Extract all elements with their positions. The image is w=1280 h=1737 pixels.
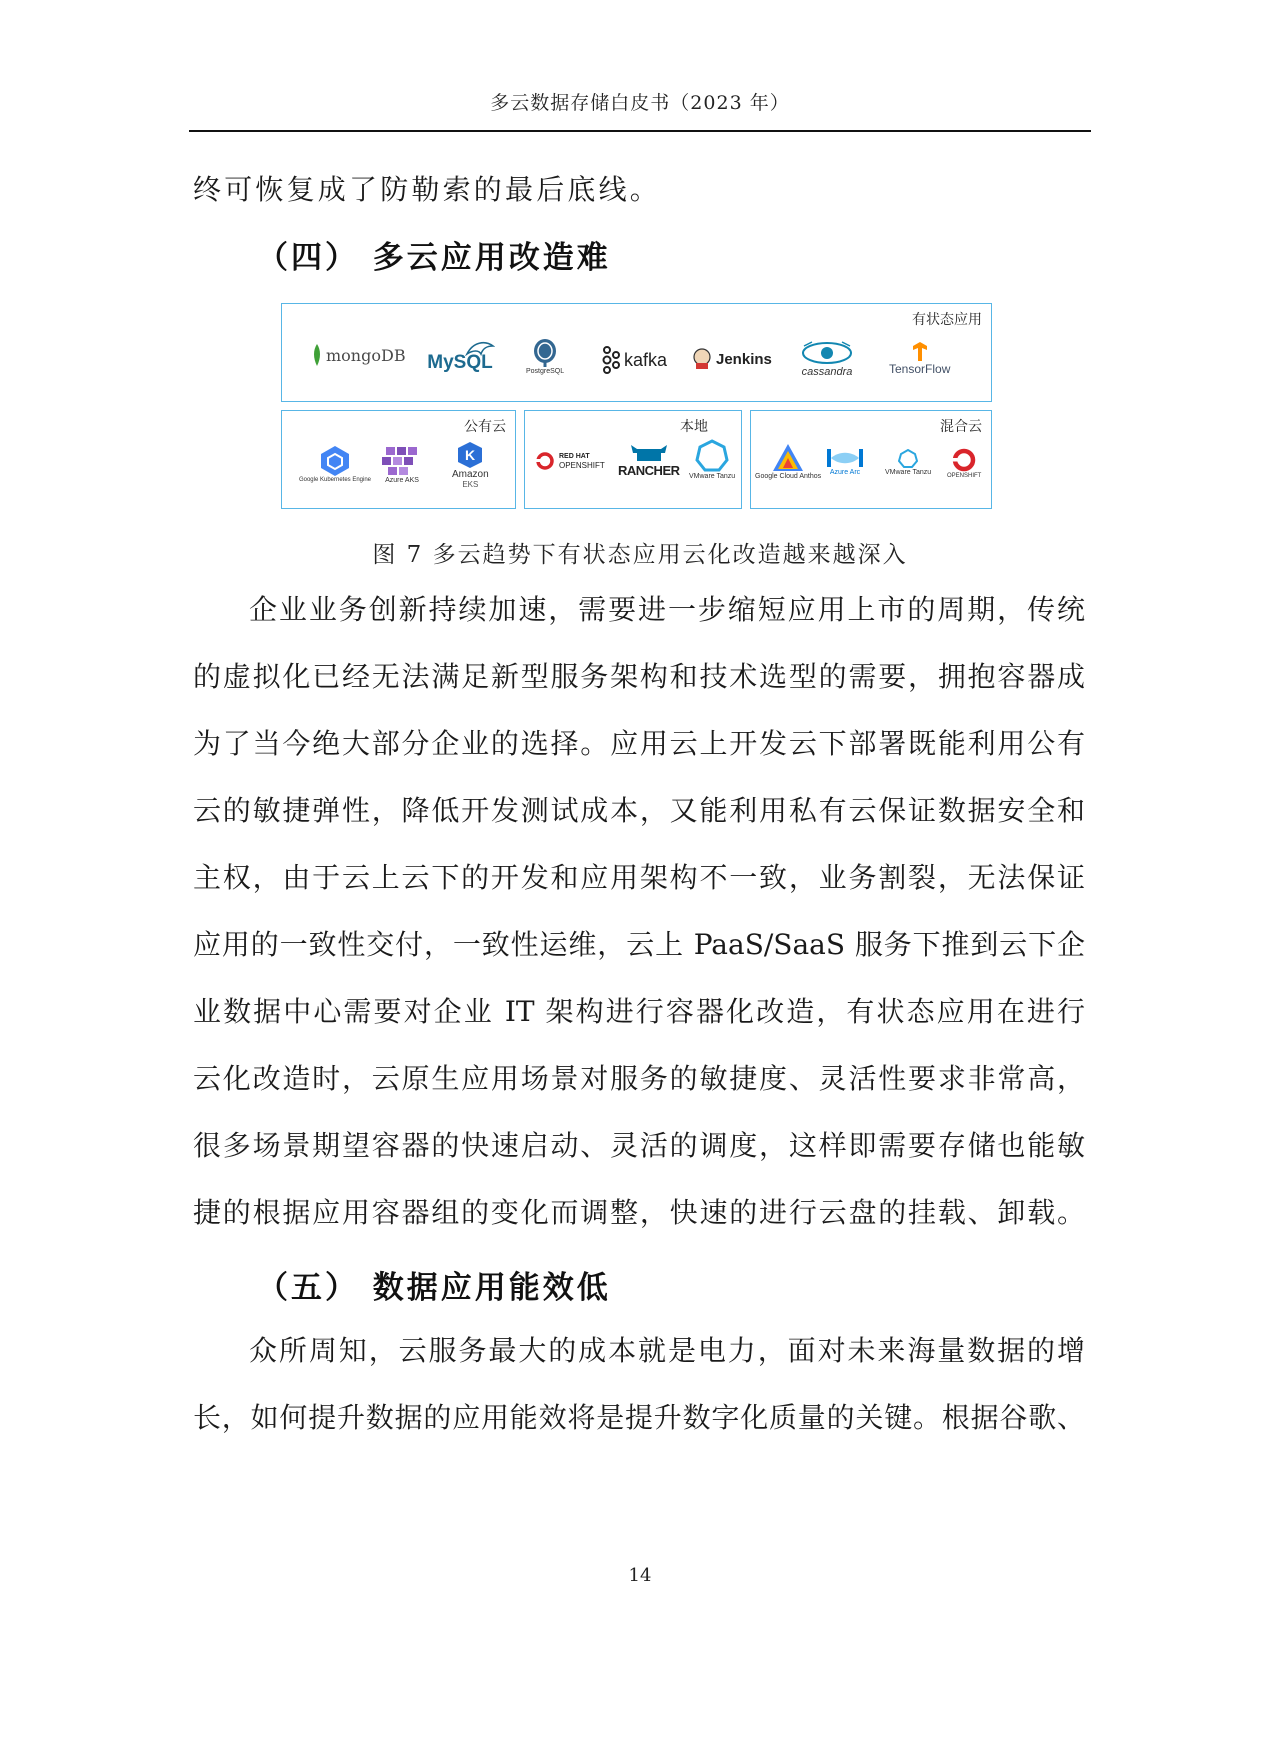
rancher-bull-icon [629, 443, 669, 463]
postgresql-elephant-icon [531, 338, 559, 368]
section-5-title: （五） 数据应用能效低 [257, 1270, 611, 1306]
paragraph-line: 很多场景期望容器的快速启动、灵活的调度，这样即需要存储也能敏 [193, 1129, 1085, 1162]
header-title: 多云数据存储白皮书（2023 年） [490, 92, 790, 114]
tanzu-small-ring-icon [898, 449, 918, 469]
paragraph-line: 众所周知，云服务最大的成本就是电力，面对未来海量数据的增 [249, 1334, 1085, 1367]
paragraph-line: 主权，由于云上云下的开发和应用架构不一致，业务割裂，无法保证 [193, 861, 1085, 894]
mongodb-logo [312, 344, 406, 366]
gke-logo [296, 445, 374, 483]
paragraph-line: 云的敏捷弹性，降低开发测试成本，又能利用私有云保证数据安全和 [193, 794, 1085, 827]
paragraph-line: 业数据中心需要对企业 IT 架构进行容器化改造，有状态应用在进行 [193, 995, 1085, 1028]
eks-k-icon [456, 441, 484, 469]
azure-aks-logo [382, 445, 422, 484]
azure-arc-logo [825, 447, 865, 476]
tanzu-ring-icon [695, 439, 729, 473]
mysql-logo [425, 340, 495, 374]
local-panel-title: 本地 [680, 418, 708, 434]
hybrid-panel-title: 混合云 [940, 418, 982, 434]
section-4-title: （四） 多云应用改造难 [257, 240, 611, 276]
kafka-nodes-icon [600, 346, 620, 374]
rancher-logo [618, 443, 680, 478]
cassandra-wordmark: cassandra [801, 366, 853, 378]
tensorflow-wordmark: TensorFlow [889, 362, 951, 376]
tanzu-hybrid-wordmark: VMware Tanzu [885, 469, 932, 476]
azure-arc-wordmark: Azure Arc [829, 469, 861, 476]
paragraph-line: 云化改造时，云原生应用场景对服务的敏捷度、灵活性要求非常高， [193, 1062, 1085, 1095]
paragraph-line: 捷的根据应用容器组的变化而调整，快速的进行云盘的挂载、卸载。 [193, 1196, 1085, 1229]
cassandra-logo [800, 340, 854, 378]
jenkins-wordmark: Jenkins [716, 350, 772, 368]
azure-aks-cubes-icon [382, 445, 422, 477]
mongodb-leaf-icon [312, 344, 322, 366]
paragraph-line: 的虚拟化已经无法满足新型服务架构和技术选型的需要，拥抱容器成 [193, 660, 1085, 693]
mysql-wordmark: MySQL [427, 352, 493, 373]
cassandra-eye-icon [800, 340, 854, 366]
svg-text:K: K [465, 447, 476, 463]
anthos-wordmark: Google Cloud Anthos [755, 473, 822, 480]
kafka-wordmark: kafka [624, 349, 668, 370]
openshift-ring-icon [535, 451, 555, 471]
azure-arc-icon [825, 447, 865, 469]
page-number: 14 [628, 1565, 652, 1586]
paragraph-line: 企业业务创新持续加速，需要进一步缩短应用上市的周期，传统 [249, 593, 1085, 626]
anthos-triangle-icon [772, 443, 804, 473]
amazon-wordmark: Amazon [452, 469, 489, 480]
vmware-tanzu-hybrid-logo [885, 449, 931, 476]
public-cloud-panel [281, 410, 516, 509]
eks-wordmark: EKS [462, 480, 479, 489]
gke-wordmark: Google Kubernetes Engine [298, 477, 372, 483]
jenkins-logo [692, 348, 772, 370]
openshift-hybrid-logo [947, 447, 981, 479]
kafka-logo [600, 346, 667, 374]
rancher-wordmark: RANCHER [618, 463, 680, 478]
openshift-red-icon [951, 447, 977, 473]
paragraph-line: 长，如何提升数据的应用能效将是提升数字化质量的关键。根据谷歌、 [193, 1401, 1085, 1434]
header-divider [189, 130, 1091, 132]
tensorflow-icon [910, 342, 930, 362]
tensorflow-logo [889, 342, 950, 376]
intro-line: 终可恢复成了防勒索的最后底线。 [193, 173, 662, 206]
local-panel [524, 410, 742, 509]
figure-caption: 图 7 多云趋势下有状态应用云化改造越来越深入 [372, 542, 908, 568]
amazon-eks-logo [452, 441, 489, 489]
gke-hexagon-icon [319, 445, 351, 477]
jenkins-butler-icon [692, 348, 712, 370]
public-panel-title: 公有云 [464, 418, 506, 434]
openshift-wordmark: OPENSHIFT [559, 461, 605, 470]
postgresql-wordmark: PostgreSQL [526, 368, 565, 375]
vmware-tanzu-local-logo [689, 439, 735, 480]
stateful-apps-panel [281, 303, 992, 402]
azure-aks-wordmark: Azure AKS [385, 477, 419, 484]
mongodb-wordmark: mongoDB [326, 345, 406, 365]
redhat-openshift-logo [535, 451, 605, 471]
stateful-panel-title: 有状态应用 [912, 311, 982, 327]
postgresql-logo [526, 338, 564, 375]
paragraph-line: 为了当今绝大部分企业的选择。应用云上开发云下部署既能利用公有 [193, 727, 1085, 760]
paragraph-line: 应用的一致性交付，一致性运维，云上 PaaS/SaaS 服务下推到云下企 [193, 928, 1085, 961]
anthos-logo [755, 443, 821, 480]
redhat-wordmark: RED HAT [559, 453, 590, 460]
hybrid-cloud-panel [750, 410, 992, 509]
tanzu-local-wordmark: VMware Tanzu [689, 473, 736, 480]
figure-7 [281, 303, 995, 511]
openshift-hybrid-wordmark: OPENSHIFT [947, 473, 982, 479]
